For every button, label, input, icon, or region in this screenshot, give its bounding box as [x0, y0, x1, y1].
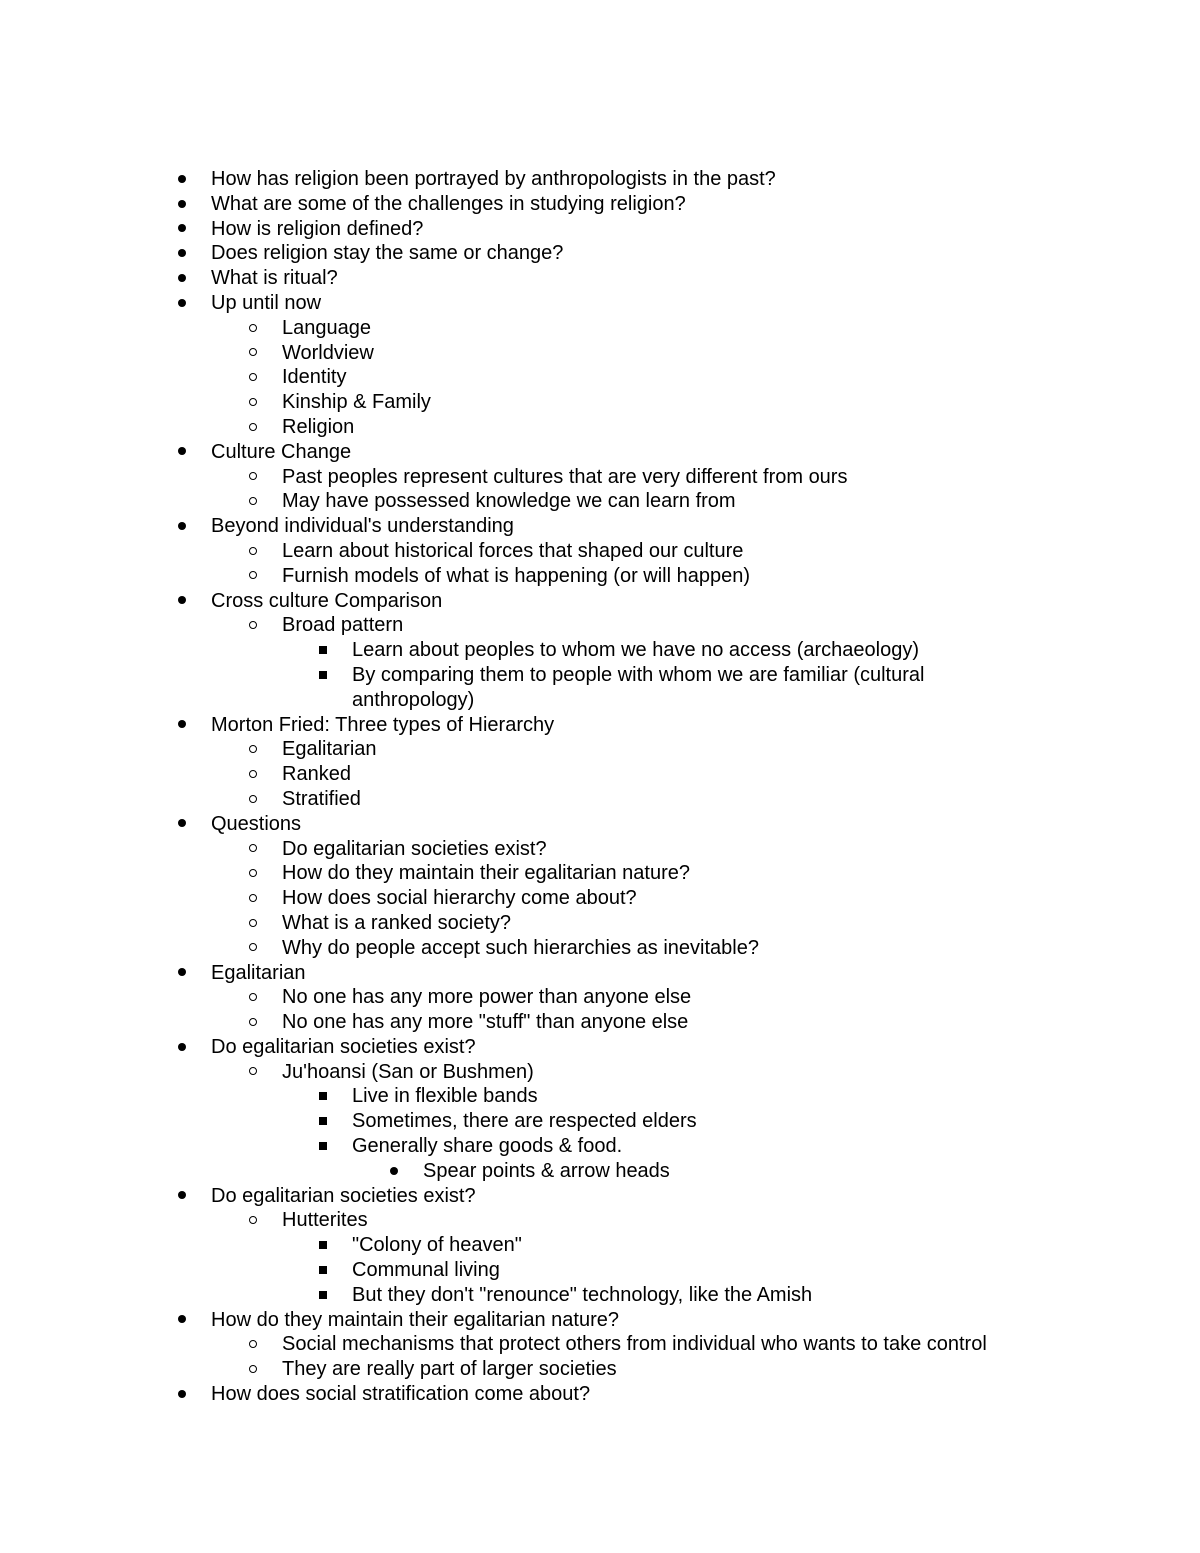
circle-bullet-icon: [243, 489, 263, 514]
square-bullet-icon: [313, 663, 333, 688]
outline-item-level-1: [0, 886, 1200, 911]
outline-item-text: How is religion defined?: [211, 217, 424, 240]
circle-bullet-icon: [243, 737, 263, 762]
outline-item-text: Furnish models of what is happening (or will happen): [282, 564, 751, 587]
outline-item-text: Do egalitarian societies exist?: [211, 1035, 476, 1058]
outline-item-text: anthropology): [352, 688, 475, 711]
circle-bullet-icon: [243, 564, 263, 589]
outline-item-level-0: [0, 589, 1200, 614]
disc-bullet-icon: [172, 291, 192, 316]
outline-item-level-2: [0, 688, 1200, 713]
outline-item-text: By comparing them to people with whom we are familiar (cultural: [352, 663, 925, 686]
outline-item-text: May have possessed knowledge we can learn from: [282, 490, 736, 513]
outline-item-text: Broad pattern: [282, 614, 404, 637]
circle-bullet-icon: [243, 365, 263, 390]
disc-bullet-icon: [172, 167, 192, 192]
outline-item-text: Ju'hoansi (San or Bushmen): [282, 1060, 534, 1083]
circle-bullet-icon: [243, 390, 263, 415]
outline-item-level-1: [0, 316, 1200, 341]
outline-item-text: Why do people accept such hierarchies as inevitable?: [282, 936, 759, 959]
disc-bullet-icon: [172, 440, 192, 465]
circle-bullet-icon: [243, 316, 263, 341]
outline-item-text: How does social hierarchy come about?: [282, 887, 637, 910]
outline-item-level-0: [0, 241, 1200, 266]
circle-bullet-icon: [243, 539, 263, 564]
disc-bullet-icon: [172, 589, 192, 614]
disc-bullet-icon: [172, 217, 192, 242]
outline-item-text: Religion: [282, 415, 355, 438]
circle-bullet-icon: [243, 1208, 263, 1233]
outline-item-level-0: [0, 1382, 1200, 1407]
outline-item-text: Worldview: [282, 341, 374, 364]
outline-item-level-0: [0, 1308, 1200, 1333]
outline-item-text: Generally share goods & food.: [352, 1135, 623, 1158]
circle-bullet-icon: [243, 1357, 263, 1382]
outline-item-level-0: [0, 961, 1200, 986]
outline-item-text: "Colony of heaven": [352, 1234, 522, 1257]
outline-item-text: They are really part of larger societies: [282, 1358, 617, 1381]
disc-bullet-icon: [172, 1035, 192, 1060]
outline-item-text: Kinship & Family: [282, 391, 431, 414]
square-bullet-icon: [313, 1134, 333, 1159]
outline-item-text: How do they maintain their egalitarian nature?: [211, 1308, 620, 1331]
outline-item-level-0: [0, 192, 1200, 217]
outline-item-level-1: [0, 1010, 1200, 1035]
outline-item-text: Stratified: [282, 787, 361, 810]
outline-item-level-1: [0, 390, 1200, 415]
outline-item-text: Learn about historical forces that shaped our culture: [282, 539, 744, 562]
outline-item-text: How has religion been portrayed by anthropologists in the past?: [211, 168, 776, 190]
outline-item-text: Do egalitarian societies exist?: [211, 1184, 476, 1207]
outline-item-level-1: [0, 936, 1200, 961]
outline-item-level-0: [0, 1035, 1200, 1060]
outline-item-level-1: [0, 1332, 1200, 1357]
outline-item-level-1: [0, 837, 1200, 862]
disc-bullet-icon: [172, 961, 192, 986]
outline-item-text: Does religion stay the same or change?: [211, 242, 564, 265]
outline-item-level-1: [0, 415, 1200, 440]
circle-bullet-icon: [243, 837, 263, 862]
circle-bullet-icon: [243, 985, 263, 1010]
outline-item-text: Social mechanisms that protect others from individual who wants to take control: [282, 1333, 987, 1356]
outline-item-level-1: [0, 985, 1200, 1010]
outline-item-text: But they don't "renounce" technology, like the Amish: [352, 1283, 813, 1306]
outline-item-level-2: [0, 638, 1200, 663]
outline-item-level-1: [0, 787, 1200, 812]
disc-bullet-icon: [172, 1308, 192, 1333]
outline-item-level-0: [0, 291, 1200, 316]
disc-bullet-icon: [172, 266, 192, 291]
outline-item-text: Questions: [211, 812, 302, 835]
disc-bullet-icon: [172, 514, 192, 539]
outline-item-text: Ranked: [282, 763, 351, 786]
outline-item-text: Identity: [282, 366, 347, 389]
outline-item-level-1: [0, 613, 1200, 638]
outline-item-level-1: [0, 539, 1200, 564]
outline-item-level-1: [0, 564, 1200, 589]
outline-item-level-0: [0, 1184, 1200, 1209]
outline-item-text: How does social stratification come about?: [211, 1383, 591, 1406]
outline-item-level-0: [0, 266, 1200, 291]
outline-item-level-0: [0, 167, 1200, 192]
outline-item-text: Sometimes, there are respected elders: [352, 1110, 697, 1133]
disc-bullet-icon: [172, 713, 192, 738]
outline-item-level-1: [0, 1357, 1200, 1382]
outline-item-text: Past peoples represent cultures that are very different from ours: [282, 465, 848, 488]
outline-item-level-0: [0, 812, 1200, 837]
outline-item-text: Up until now: [211, 291, 322, 314]
outline-item-level-2: [0, 1134, 1200, 1159]
square-bullet-icon: [313, 638, 333, 663]
square-bullet-icon: [313, 1109, 333, 1134]
outline-item-text: Communal living: [352, 1259, 500, 1282]
outline-item-text: Beyond individual's understanding: [211, 515, 514, 538]
outline-item-text: No one has any more power than anyone else: [282, 986, 692, 1009]
outline-item-text: Learn about peoples to whom we have no access (archaeology): [352, 639, 920, 662]
outline-item-level-1: [0, 1208, 1200, 1233]
circle-bullet-icon: [243, 911, 263, 936]
outline-list: [0, 167, 1200, 1407]
outline-item-text: What is a ranked society?: [282, 911, 511, 934]
outline-item-level-2: [0, 1084, 1200, 1109]
outline-item-text: What is ritual?: [211, 267, 338, 290]
disc-bullet-icon: [172, 812, 192, 837]
outline-item-level-1: [0, 1060, 1200, 1085]
outline-item-level-1: [0, 762, 1200, 787]
outline-item-text: Cross culture Comparison: [211, 589, 443, 612]
outline-item-text: Morton Fried: Three types of Hierarchy: [211, 713, 555, 736]
circle-bullet-icon: [243, 341, 263, 366]
outline-item-level-0: [0, 713, 1200, 738]
outline-item-text: Language: [282, 316, 371, 339]
square-bullet-icon: [313, 1258, 333, 1283]
outline-item-level-0: [0, 217, 1200, 242]
outline-item-level-1: [0, 861, 1200, 886]
disc-bullet-icon: [384, 1159, 404, 1184]
circle-bullet-icon: [243, 762, 263, 787]
circle-bullet-icon: [243, 861, 263, 886]
outline-item-level-0: [0, 514, 1200, 539]
circle-bullet-icon: [243, 613, 263, 638]
outline-item-level-2: [0, 1258, 1200, 1283]
outline-item-text: Spear points & arrow heads: [423, 1159, 670, 1182]
outline-item-text: Egalitarian: [282, 738, 377, 761]
outline-item-level-1: [0, 341, 1200, 366]
square-bullet-icon: [313, 1233, 333, 1258]
outline-item-text: Hutterites: [282, 1209, 368, 1232]
circle-bullet-icon: [243, 936, 263, 961]
outline-item-level-2: [0, 1283, 1200, 1308]
disc-bullet-icon: [172, 241, 192, 266]
outline-item-level-3: [0, 1159, 1200, 1184]
outline-item-text: What are some of the challenges in studying religion?: [211, 192, 686, 215]
outline-item-level-1: [0, 489, 1200, 514]
outline-item-text: Do egalitarian societies exist?: [282, 837, 547, 860]
outline-item-level-2: [0, 1233, 1200, 1258]
outline-item-text: Live in flexible bands: [352, 1085, 538, 1108]
circle-bullet-icon: [243, 415, 263, 440]
disc-bullet-icon: [172, 1382, 192, 1407]
outline-item-text: How do they maintain their egalitarian nature?: [282, 862, 691, 885]
disc-bullet-icon: [172, 1184, 192, 1209]
outline-item-level-2: [0, 1109, 1200, 1134]
outline-item-level-1: [0, 465, 1200, 490]
square-bullet-icon: [313, 1283, 333, 1308]
outline-item-level-0: [0, 440, 1200, 465]
outline-item-level-1: [0, 911, 1200, 936]
circle-bullet-icon: [243, 1332, 263, 1357]
outline-item-text: No one has any more "stuff" than anyone else: [282, 1011, 689, 1034]
circle-bullet-icon: [243, 787, 263, 812]
outline-item-level-1: [0, 365, 1200, 390]
disc-bullet-icon: [172, 192, 192, 217]
outline-item-level-1: [0, 737, 1200, 762]
circle-bullet-icon: [243, 1060, 263, 1085]
square-bullet-icon: [313, 1084, 333, 1109]
circle-bullet-icon: [243, 886, 263, 911]
outline-item-level-2: [0, 663, 1200, 688]
circle-bullet-icon: [243, 465, 263, 490]
outline-item-text: Culture Change: [211, 440, 352, 463]
circle-bullet-icon: [243, 1010, 263, 1035]
outline-item-text: Egalitarian: [211, 961, 306, 984]
